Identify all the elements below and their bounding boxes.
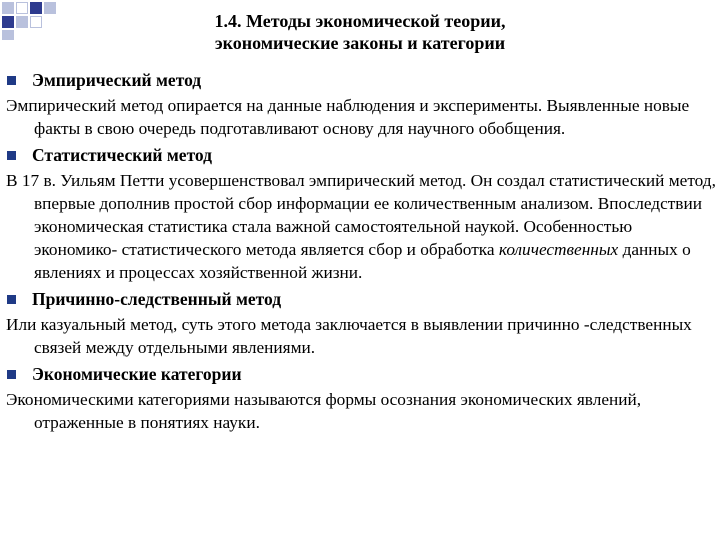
- text-line: Эмпирический метод опирается на данные наблюдения и эксперименты.: [6, 96, 543, 115]
- section-heading-statistical: [6, 142, 718, 169]
- paragraph-empirical: [6, 94, 718, 140]
- paragraph-causal: [6, 313, 718, 359]
- text-line: -следственных связей между отдельными явлениями.: [34, 315, 692, 357]
- heading-text: Эмпирический метод: [32, 70, 202, 90]
- text-line: В 17 в. Уильям Петти усовершенствовал эмпирический метод. Он создал: [6, 171, 545, 190]
- paragraph-categories: [6, 388, 718, 434]
- decor-square: [16, 16, 28, 28]
- text-line: Экономическими категориями называются формы осознания экономических: [6, 390, 573, 409]
- slide-title: [150, 10, 570, 54]
- section-heading-empirical: [6, 67, 718, 94]
- italic-text: количественных: [498, 240, 619, 259]
- text-line: важной самостоятельной наукой. Особенностью экономико-: [34, 217, 633, 259]
- text-line: данных: [622, 240, 678, 259]
- bullet-square-icon: [7, 76, 16, 85]
- heading-text: Причинно-следственный метод: [32, 289, 282, 309]
- text-line: научного обобщения.: [407, 119, 566, 138]
- section-heading-categories: [6, 361, 718, 388]
- text-line: статистического метода является сбор и обработка: [121, 240, 495, 259]
- heading-text: Статистический метод: [32, 145, 213, 165]
- section-heading-causal: [6, 286, 718, 313]
- text-line: явлений, отраженные в понятиях науки.: [34, 390, 642, 432]
- paragraph-statistical: [6, 169, 718, 284]
- decor-square: [30, 2, 42, 14]
- decor-square: [16, 2, 28, 14]
- decor-square: [2, 30, 14, 40]
- decor-square: [30, 16, 42, 28]
- decor-square: [2, 2, 14, 14]
- text-line: о явлениях и процессах хозяйственной жизни.: [34, 240, 691, 282]
- text-line: Выявленные новые факты в свою очередь подготавливают основу для: [34, 96, 690, 138]
- bullet-square-icon: [7, 151, 16, 160]
- corner-decoration: [0, 0, 60, 40]
- decor-square: [44, 2, 56, 14]
- heading-text: Экономические категории: [32, 364, 242, 384]
- text-line: Или казуальный метод, суть этого метода заключается в выявлении причинно: [6, 315, 580, 334]
- decor-square: [2, 16, 14, 28]
- bullet-square-icon: [7, 370, 16, 379]
- bullet-square-icon: [7, 295, 16, 304]
- title-line-1: 1.4. Методы экономической теории,: [214, 11, 506, 31]
- slide-content: [6, 67, 718, 436]
- text-line: количественным анализом. Впоследствии экономическая статистика стала: [34, 194, 702, 236]
- title-line-2: экономические законы и категории: [214, 33, 506, 53]
- text-line: статистический метод, впервые дополнив простой сбор информации ее: [34, 171, 716, 213]
